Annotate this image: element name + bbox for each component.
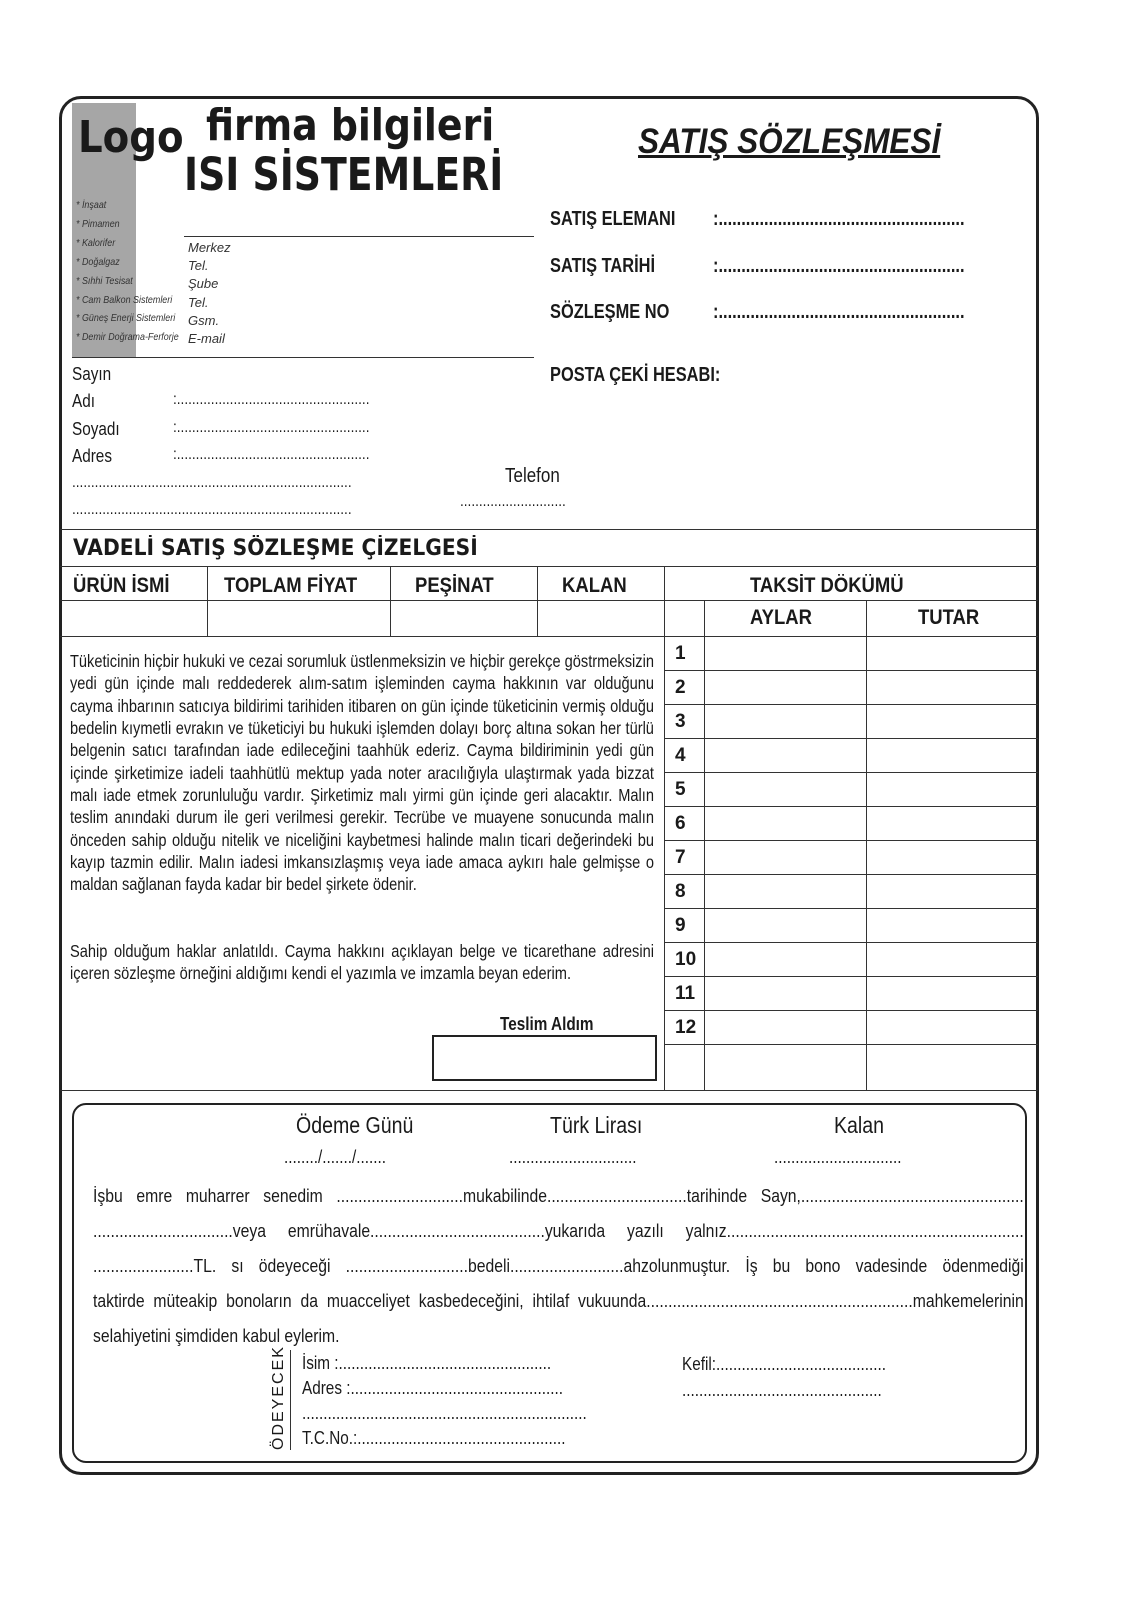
col-months: AYLAR bbox=[750, 606, 812, 629]
row-divider bbox=[664, 670, 1038, 671]
installment-number: 1 bbox=[675, 643, 686, 664]
company-tagline: ISI SİSTEMLERİ bbox=[184, 148, 504, 201]
row-divider bbox=[664, 976, 1038, 977]
service-item: * Demir Doğrama-Ferforje bbox=[76, 331, 179, 344]
sale-date-field[interactable]: :...................................................... bbox=[713, 255, 965, 277]
payment-day-field[interactable]: ......../......./....... bbox=[284, 1147, 387, 1167]
service-item: * Güneş Enerji Sistemleri bbox=[76, 312, 176, 325]
row-divider bbox=[664, 1010, 1038, 1011]
company-name: firma bilgileri bbox=[206, 100, 495, 151]
signature-box[interactable] bbox=[432, 1035, 657, 1081]
col-product: ÜRÜN İSMİ bbox=[73, 574, 170, 597]
row-divider bbox=[664, 874, 1038, 875]
received-label: Teslim Aldım bbox=[500, 1014, 594, 1034]
sale-date-label: SATIŞ TARİHİ bbox=[550, 255, 656, 277]
payer-name-field[interactable]: İsim :.................................................. bbox=[302, 1353, 552, 1373]
installment-number: 10 bbox=[675, 949, 697, 970]
surname-field[interactable]: :................................................... bbox=[173, 419, 370, 436]
row-divider bbox=[664, 942, 1038, 943]
service-item: * Sıhhi Tesisat bbox=[76, 274, 133, 287]
note-line-4: taktirde müteakip bonoların da muacceliyet kasbedeceğini, ihtilaf vukuunda.............................................................mahkemelerinin bbox=[93, 1290, 1024, 1311]
row-divider bbox=[664, 772, 1038, 773]
terms-paragraph-2: Sahip olduğum haklar anlatıldı. Cayma hakkını açıklayan belge ve ticarethane adresini içeren sözleşme örneğini aldığımı kendi el yazımla ve imzamla beyan ederim. bbox=[70, 941, 654, 984]
contact-item: E-mail bbox=[188, 331, 225, 346]
address-label: Adres bbox=[72, 446, 112, 466]
installment-number: 3 bbox=[675, 711, 686, 732]
col-downpayment: PEŞİNAT bbox=[415, 574, 494, 597]
service-item: * Doğalgaz bbox=[76, 255, 120, 268]
payment-day-label: Ödeme Günü bbox=[296, 1112, 414, 1138]
postal-account-label: POSTA ÇEKİ HESABI: bbox=[550, 364, 721, 386]
contact-item: Tel. bbox=[188, 258, 209, 274]
installment-number: 4 bbox=[675, 745, 686, 766]
installments-title: TAKSİT DÖKÜMÜ bbox=[750, 574, 904, 597]
service-item: * Cam Balkon Sistemleri bbox=[76, 293, 173, 306]
payer-label: ÖDEYECEK bbox=[270, 1345, 287, 1450]
installment-number: 2 bbox=[675, 677, 686, 698]
sales-person-field[interactable]: :...................................................... bbox=[713, 208, 965, 230]
note-line-1: İşbu emre muharrer senedim .............................mukabilinde................................tarihinde Sayn,................................................... bbox=[93, 1185, 1024, 1206]
row-divider bbox=[664, 738, 1038, 739]
installment-number: 11 bbox=[675, 983, 696, 1004]
document-title: SATIŞ SÖZLEŞMESİ bbox=[638, 122, 941, 161]
address-line-3[interactable]: .......................................................................... bbox=[72, 501, 352, 518]
service-item: * Pimamen bbox=[76, 217, 120, 230]
row-divider bbox=[664, 908, 1038, 909]
guarantor-line-2[interactable]: ............................................... bbox=[682, 1380, 882, 1400]
name-field[interactable]: :................................................... bbox=[173, 391, 370, 408]
installment-number: 5 bbox=[675, 779, 686, 800]
row-divider bbox=[664, 840, 1038, 841]
guarantor-field[interactable]: Kefil:........................................ bbox=[682, 1354, 887, 1374]
note-line-2: ................................veya emrühavale........................................yukarıda yazılı yalnız.................................................................... bbox=[93, 1220, 1024, 1241]
logo-text: Logo bbox=[78, 112, 184, 163]
greeting: Sayın bbox=[72, 364, 112, 384]
remaining-field[interactable]: .............................. bbox=[774, 1147, 902, 1167]
name-label: Adı bbox=[72, 391, 95, 411]
payer-address-field[interactable]: Adres :.................................................. bbox=[302, 1378, 564, 1398]
sales-person-label: SATIŞ ELEMANI bbox=[550, 208, 676, 230]
installment-number: 9 bbox=[675, 915, 686, 936]
phone-label: Telefon bbox=[505, 465, 560, 487]
contact-item: Şube bbox=[188, 276, 219, 292]
contact-item: Tel. bbox=[188, 294, 209, 310]
installment-number: 6 bbox=[675, 813, 686, 834]
contact-item: Gsm. bbox=[188, 312, 220, 328]
row-divider bbox=[664, 1044, 1038, 1045]
row-divider bbox=[664, 806, 1038, 807]
schedule-title: VADELİ SATIŞ SÖZLEŞME ÇİZELGESİ bbox=[73, 536, 478, 561]
installment-number: 8 bbox=[675, 881, 686, 902]
contract-no-field[interactable]: :...................................................... bbox=[713, 301, 965, 323]
service-item: * İnşaat bbox=[76, 199, 107, 211]
installment-number: 7 bbox=[675, 847, 686, 868]
note-line-3: .......................TL. sı ödeyeceği ............................bedeli..........................ahzolunmuştur. İş bu bono vadesinde ödenmediği bbox=[93, 1255, 1024, 1276]
phone-field[interactable]: ............................ bbox=[460, 493, 566, 510]
col-remaining: KALAN bbox=[562, 574, 627, 597]
terms-paragraph-1: Tüketicinin hiçbir hukuki ve cezai sorumluk üstlenmeksizin ve hiçbir gerekçe göstrmeksizin yedi gün içinde malı reddederek alım-satım işleminden cayma hakkının var olduğunu cayma ihbarının satıcıya bildirimi tarihiden itibaren on gün içinde tüketicinin vermiş olduğu bedelin kıymetli evrakın ve tüketiciyi bu hukuki işlemden dolayı borç altına sokan her türlü belgenin satıcı tarafından iade edileceğini taahhük ederiz. Cayma bildiriminin yedi gün içinde şirketimize iadeli taahhütlü mektup yada noter aracılığıyla ulaştırmak yada bizzat malı iade etmek zorunluluğu vardır. Şirketimiz malı yirmi gün içinde geri alacaktır. Malın teslim anındaki durum ile geri verilmesi gerekir. Tecrübe ve muayene sonucunda malın önceden sahip olduğu nitelik ve niceliğini kaybetmesi halinde malın ticari değerindeki bu kayıp tazmin edilir. Malın iadesi imkansızlaşmış veya iade amaca aykırı hale gelmişse o maldan sağlanan fayda kadar bir bedel şirkete ödenir. bbox=[70, 651, 654, 895]
row-divider bbox=[664, 704, 1038, 705]
note-line-5: selahiyetini şimdiden kabul eylerim. bbox=[93, 1325, 340, 1346]
surname-label: Soyadı bbox=[72, 419, 120, 439]
col-total: TOPLAM FİYAT bbox=[224, 574, 358, 597]
address-field[interactable]: :................................................... bbox=[173, 446, 370, 463]
remaining-label: Kalan bbox=[834, 1112, 885, 1138]
lira-label: Türk Lirası bbox=[550, 1112, 643, 1138]
address-line-2[interactable]: .......................................................................... bbox=[72, 474, 352, 491]
contract-no-label: SÖZLEŞME NO bbox=[550, 301, 670, 323]
service-item: * Kalorifer bbox=[76, 236, 116, 249]
lira-field[interactable]: .............................. bbox=[509, 1147, 637, 1167]
col-amount: TUTAR bbox=[918, 606, 980, 629]
contact-item: Merkez bbox=[188, 240, 231, 255]
installment-number: 12 bbox=[675, 1017, 697, 1038]
payer-id-field[interactable]: T.C.No.:................................................. bbox=[302, 1428, 566, 1448]
payer-address-line-2[interactable]: ................................................................... bbox=[302, 1403, 587, 1423]
